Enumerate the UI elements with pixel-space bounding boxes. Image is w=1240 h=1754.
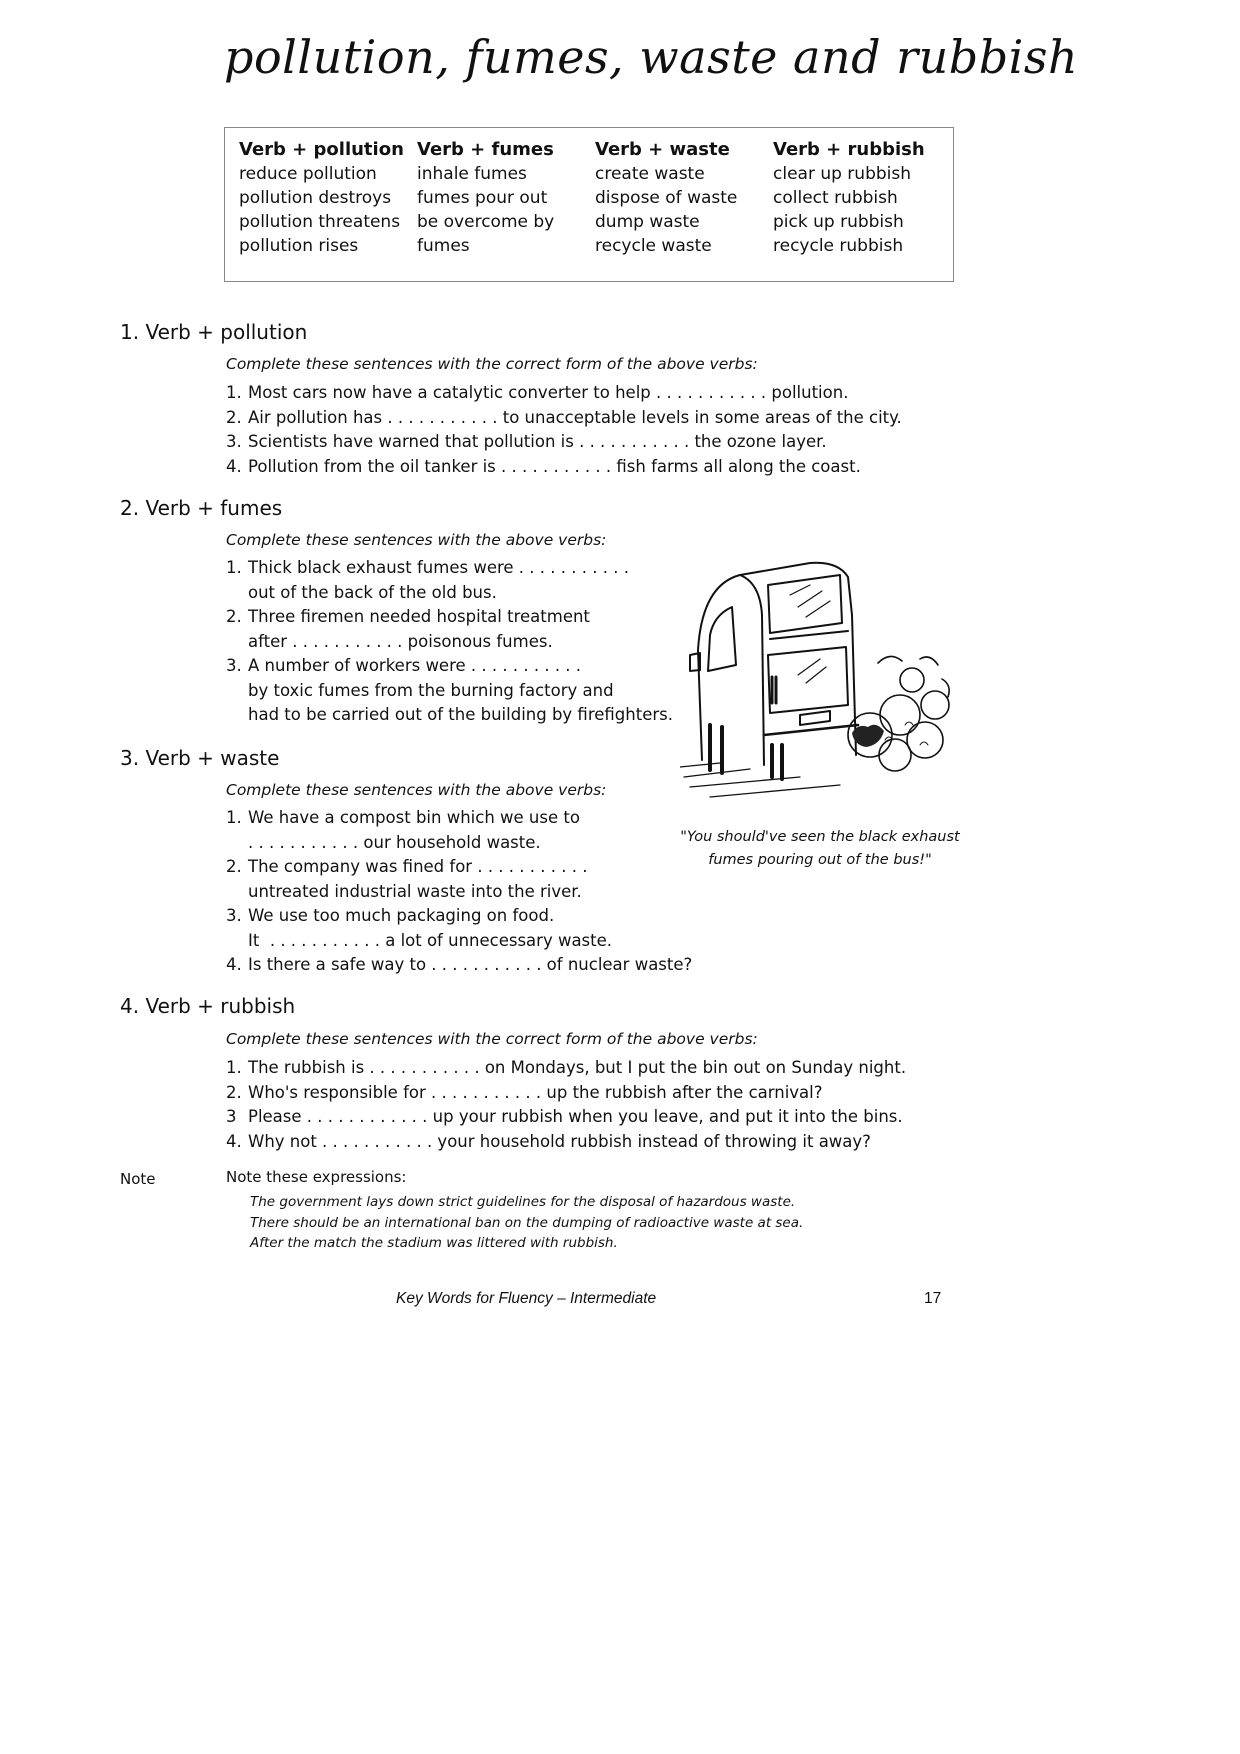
smoke-dark-fill: [852, 725, 884, 747]
sentence-text: Thick black exhaust fumes were . . . . . . . . . . .: [248, 558, 629, 577]
sentence-list-pollution: [226, 381, 902, 479]
sentence-number: 3.: [226, 656, 242, 675]
note-expressions: [250, 1192, 803, 1254]
collocation-item: reduce pollution: [239, 164, 377, 184]
exercise-sentence: [226, 605, 673, 630]
sentence-text: Who's responsible for . . . . . . . . . . . up the rubbish after the carnival?: [248, 1082, 823, 1102]
page-title: pollution, fumes, waste and rubbish: [224, 30, 1079, 84]
sentence-number: 1.: [226, 808, 242, 827]
sentence-number: 3.: [226, 432, 242, 451]
sentence-text: out of the back of the old bus.: [248, 582, 497, 602]
exercise-sentence: [226, 430, 902, 455]
sentence-number: [226, 703, 248, 728]
sentence-number: 4.: [226, 955, 242, 974]
collocation-item: pollution destroys: [239, 188, 392, 208]
sentence-list-waste: [226, 806, 692, 978]
exercise-sentence: [226, 455, 902, 480]
sentence-number: [226, 929, 248, 954]
bus-wheel-left: [710, 725, 722, 773]
sentence-text: untreated industrial waste into the river.: [248, 881, 582, 901]
collocation-item: create waste: [595, 164, 705, 184]
bus-bumper: [764, 725, 858, 735]
sentence-number: 2.: [226, 1082, 242, 1102]
sentence-number: [226, 630, 248, 655]
sentence-number: 2.: [226, 407, 242, 427]
sentence-text: by toxic fumes from the burning factory and: [248, 680, 614, 700]
illustration-caption: [660, 826, 980, 872]
sentence-text: A number of workers were . . . . . . . . . . .: [248, 656, 582, 675]
collocation-item: be overcome by: [417, 212, 555, 232]
sentence-text: We have a compost bin which we use to: [248, 808, 580, 827]
collocation-item: inhale fumes: [417, 164, 527, 184]
collocation-item: pollution rises: [239, 236, 359, 256]
note-label: Note: [120, 1170, 156, 1188]
sentence-text: The company was fined for . . . . . . . . . . .: [248, 857, 588, 876]
sentence-text: after . . . . . . . . . . . poisonous fumes.: [248, 631, 553, 651]
footer-book-title: Key Words for Fluency – Intermediate: [396, 1290, 657, 1307]
bus-rear-window: [768, 575, 842, 633]
exercise-sentence: [226, 953, 692, 978]
column-heading: Verb + pollution: [239, 139, 404, 160]
sentence-text: . . . . . . . . . . . our household waste.: [248, 832, 541, 852]
column-heading: Verb + waste: [595, 139, 730, 160]
sentence-text: Air pollution has . . . . . . . . . . . to unacceptable levels in some areas of the city.: [248, 407, 902, 427]
sentence-number: 3: [226, 1107, 237, 1126]
sentence-list-fumes: [226, 556, 673, 728]
exercise-sentence-continued: [226, 703, 673, 728]
section-instruction: Complete these sentences with the above verbs:: [226, 531, 607, 549]
exercise-sentence-continued: [226, 679, 673, 704]
section-title-waste: 3. Verb + waste: [120, 746, 280, 770]
exercise-sentence-continued: [226, 831, 692, 856]
collocation-item: recycle waste: [595, 236, 712, 256]
caption-line: fumes pouring out of the bus!": [708, 852, 932, 868]
section-instruction: Complete these sentences with the correct form of the above verbs:: [226, 1030, 758, 1048]
collocation-item: pick up rubbish: [773, 212, 904, 232]
sentence-text: We use too much packaging on food.: [248, 906, 555, 925]
panel-hatch: [798, 659, 826, 683]
sentence-text: had to be carried out of the building by firefighters.: [248, 705, 673, 724]
note-expression: The government lays down strict guidelines for the disposal of hazardous waste.: [250, 1194, 796, 1210]
collocation-item: dispose of waste: [595, 188, 738, 208]
bus-roof-line: [740, 575, 764, 765]
caption-line: "You should've seen the black exhaust: [680, 829, 960, 845]
road-lines: [680, 763, 840, 797]
window-glare: [790, 585, 830, 617]
collocation-column-pollution: [239, 138, 404, 258]
sentence-text: It . . . . . . . . . . . a lot of unnecessary waste.: [248, 930, 613, 950]
exercise-sentence: [226, 904, 692, 929]
section-instruction: Complete these sentences with the correct form of the above verbs:: [226, 355, 758, 373]
column-heading: Verb + rubbish: [773, 139, 925, 160]
column-heading: Verb + fumes: [417, 139, 554, 160]
exercise-sentence-continued: [226, 880, 692, 905]
exercise-sentence: [226, 806, 692, 831]
exercise-sentence: [226, 381, 902, 406]
exercise-sentence: [226, 1105, 906, 1130]
collocation-item: recycle rubbish: [773, 236, 904, 256]
exercise-sentence-continued: [226, 630, 673, 655]
section-title-fumes: 2. Verb + fumes: [120, 496, 283, 520]
bus-exhaust-illustration: [680, 555, 960, 810]
exercise-sentence-continued: [226, 929, 692, 954]
sentence-number: 4.: [226, 456, 242, 476]
collocation-column-rubbish: [773, 138, 925, 258]
exercise-sentence: [226, 406, 902, 431]
exercise-sentence: [226, 855, 692, 880]
sentence-text: Please . . . . . . . . . . . . up your rubbish when you leave, and put it into the bins.: [248, 1107, 903, 1126]
sentence-text: Why not . . . . . . . . . . . your household rubbish instead of throwing it away?: [248, 1131, 871, 1151]
sentence-number: [226, 880, 248, 905]
sentence-number: [226, 581, 248, 606]
collocation-item: fumes pour out: [417, 188, 548, 208]
collocation-item: dump waste: [595, 212, 700, 232]
bus-lower-panel: [768, 647, 848, 713]
sentence-number: [226, 831, 248, 856]
bus-side-window: [708, 607, 736, 671]
collocation-item: collect rubbish: [773, 188, 898, 208]
exercise-sentence: [226, 556, 673, 581]
exercise-sentence: [226, 1130, 906, 1155]
sentence-text: The rubbish is . . . . . . . . . . . on Mondays, but I put the bin out on Sunday night.: [248, 1058, 907, 1077]
section-title-pollution: 1. Verb + pollution: [120, 320, 308, 344]
footer-page-number: 17: [924, 1290, 942, 1307]
sentence-number: 2.: [226, 857, 242, 876]
bus-wheel-right: [772, 745, 782, 779]
exhaust-smoke-cloud: [848, 656, 949, 771]
sentence-number: 4.: [226, 1131, 242, 1151]
collocation-item: pollution threatens: [239, 212, 401, 232]
bus-number-plate: [800, 711, 830, 725]
sentence-number: 1.: [226, 383, 242, 402]
note-intro: Note these expressions:: [226, 1168, 407, 1186]
sentence-number: [226, 679, 248, 704]
exercise-sentence: [226, 654, 673, 679]
collocation-box: [224, 127, 954, 282]
collocation-column-fumes: [417, 138, 554, 258]
collocation-item: clear up rubbish: [773, 164, 912, 184]
sentence-text: Three firemen needed hospital treatment: [248, 607, 590, 626]
note-expression: After the match the stadium was littered with rubbish.: [250, 1235, 618, 1251]
collocation-item: fumes: [417, 236, 470, 256]
sentence-number: 1.: [226, 558, 242, 577]
sentence-number: 3.: [226, 906, 242, 925]
section-title-rubbish: 4. Verb + rubbish: [120, 994, 296, 1018]
sentence-text: Scientists have warned that pollution is . . . . . . . . . . . the ozone layer.: [248, 432, 827, 451]
note-expression: There should be an international ban on the dumping of radioactive waste at sea.: [250, 1214, 804, 1231]
exercise-sentence: [226, 1056, 906, 1081]
bus-rear-lights: [772, 677, 776, 703]
collocation-column-waste: [595, 138, 737, 258]
section-instruction: Complete these sentences with the above verbs:: [226, 781, 607, 799]
sentence-text: Is there a safe way to . . . . . . . . . . . of nuclear waste?: [248, 955, 693, 974]
sentence-list-rubbish: [226, 1056, 906, 1154]
exercise-sentence: [226, 1081, 906, 1106]
sentence-text: Pollution from the oil tanker is . . . . . . . . . . . fish farms all along the coast.: [248, 456, 861, 476]
sentence-number: 2.: [226, 607, 242, 626]
exercise-sentence-continued: [226, 581, 673, 606]
sentence-text: Most cars now have a catalytic converter to help . . . . . . . . . . . pollution.: [248, 383, 849, 402]
sentence-number: 1.: [226, 1058, 242, 1077]
